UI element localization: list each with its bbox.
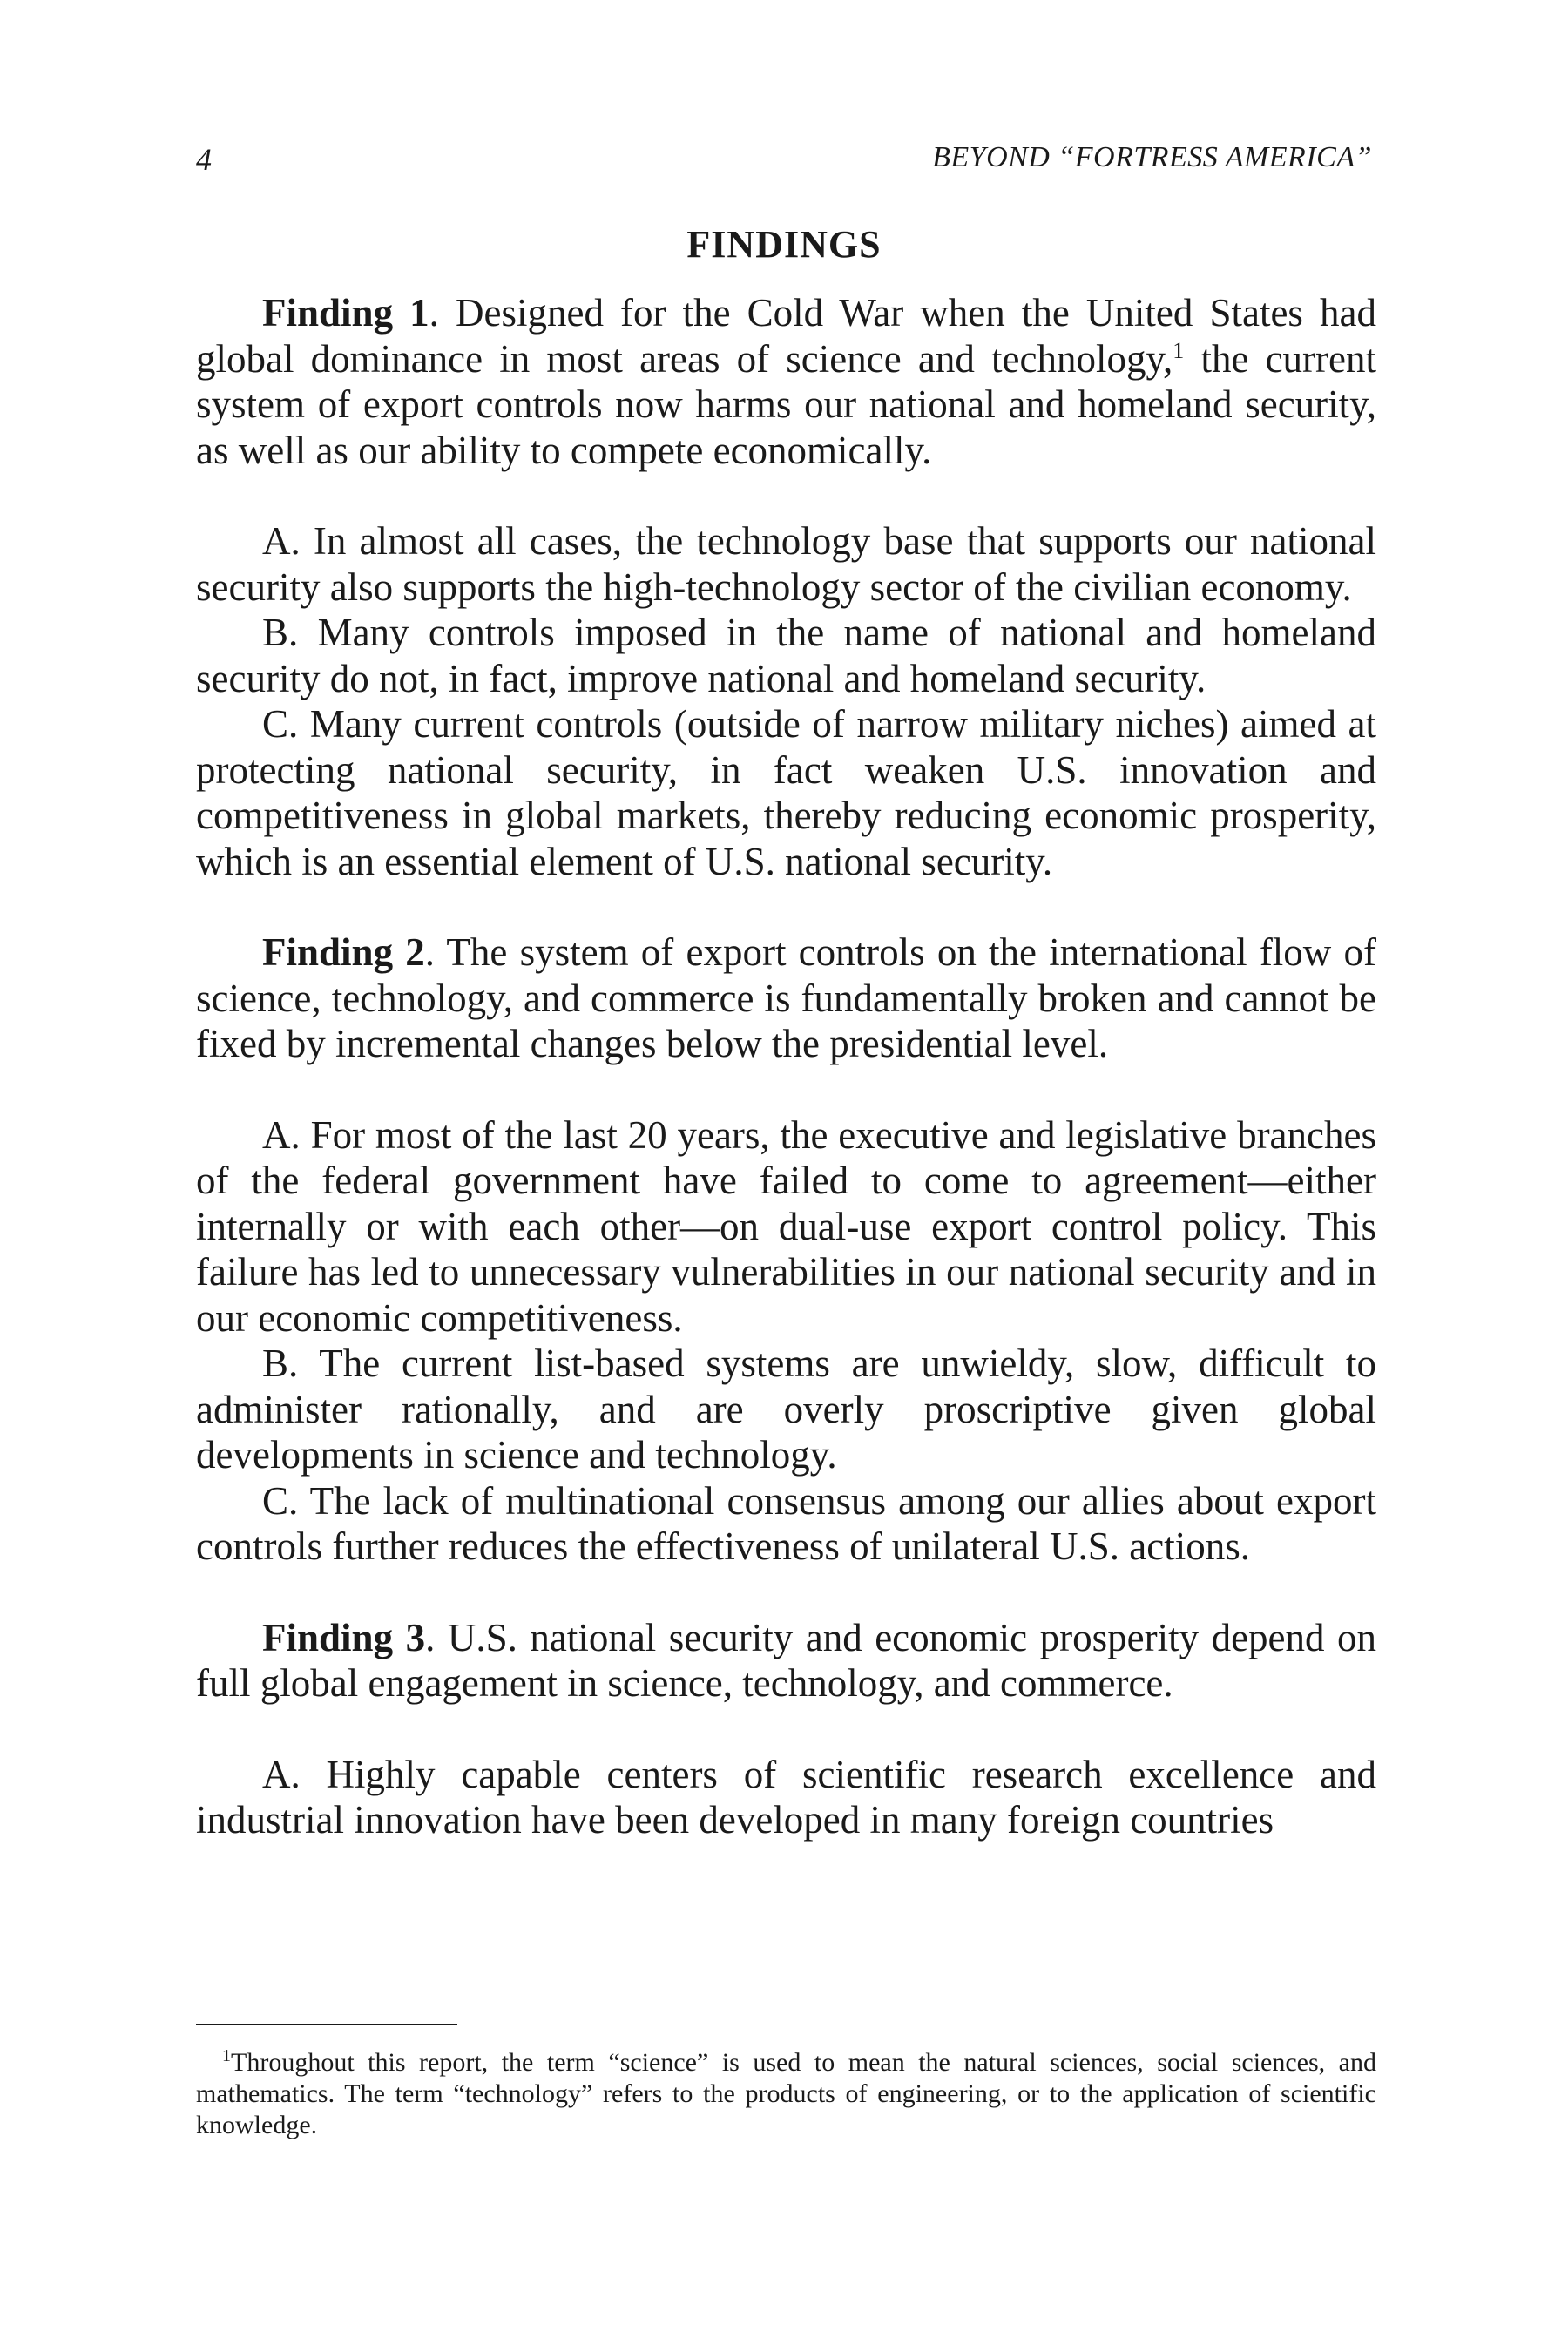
body-text [196,290,1376,1843]
finding-3-text: . U.S. national security and economic prosperity depend on full global engagement in science, technology, and commerce. [196,1615,1377,1705]
footnote [196,2047,1376,2141]
footnote-divider [196,2024,457,2025]
finding-1-text-b: the current system of export controls now harms our national and homeland security, as well as our ability to compete economically. [196,336,1376,472]
finding-3-item-a: A. Highly capable centers of scientific research excellence and industrial innovation have been developed in many foreign countries [196,1752,1376,1842]
finding-2-paragraph [196,929,1376,1067]
finding-1-text-a: . Designed for the Cold War when the United States had global dominance in most areas of science and technology, [196,291,1376,381]
running-title: BEYOND “FORTRESS AMERICA” [932,141,1372,173]
footnote-paragraph [196,2047,1376,2141]
finding-1-item-c: C. Many current controls (outside of narrow military niches) aimed at protecting national security, in fact weaken U.S. innovation and competitiveness in global markets, thereby reducing economic prosperity, which is an essential element of U.S. national security. [196,702,1376,883]
finding-1-item-b: B. Many controls imposed in the name of national and homeland security do not, in fact, improve national and homeland security. [196,611,1376,700]
finding-2-item-c: C. The lack of multinational consensus among our allies about export controls further reduces the effectiveness of unilateral U.S. actions. [196,1478,1376,1568]
finding-2-label: Finding 2 [262,930,425,974]
finding-1-label: Finding 1 [262,291,429,335]
footnote-marker: 1 [222,2046,231,2065]
finding-2-item-a: A. For most of the last 20 years, the executive and legislative branches of the federal government have failed to come to agreement—either internally or with each other—on dual-use export control policy. This failure has led to unnecessary vulnerabilities in our national security and in our economic competitiveness. [196,1112,1376,1340]
page-number: 4 [196,142,212,177]
finding-1-paragraph [196,290,1376,473]
finding-3-label: Finding 3 [262,1615,426,1659]
finding-2-text: . The system of export controls on the international flow of science, technology, and commerce is fundamentally broken and cannot be fixed by incremental changes below the presidential level. [196,930,1376,1065]
finding-1-item-a: A. In almost all cases, the technology base that supports our national security also supports the high-technology sector of the civilian economy. [196,519,1376,609]
section-title: FINDINGS [686,223,882,266]
footnote-text: Throughout this report, the term “science” is used to mean the natural sciences, social sciences, and mathematics. The term “technology” refers to the products of engineering, or to the application of scientific knowledge. [196,2048,1376,2139]
footnote-reference: 1 [1173,337,1185,363]
finding-2-item-b: B. The current list-based systems are unwieldy, slow, difficult to administer rationally, and are overly proscriptive given global developments in science and technology. [196,1342,1376,1477]
finding-3-paragraph [196,1615,1376,1707]
